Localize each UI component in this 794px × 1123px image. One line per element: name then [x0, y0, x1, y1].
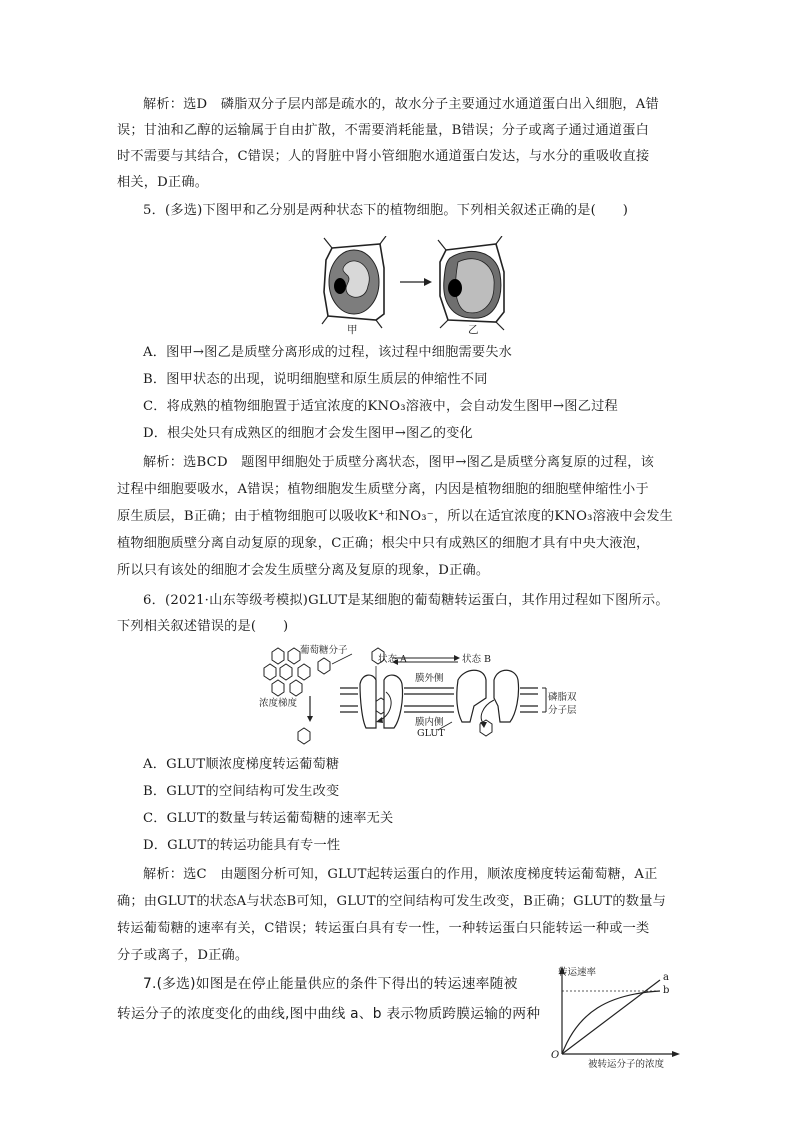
analysis-q6-line3: 转运葡萄糖的速率有关，C错误；转运蛋白具有专一性，一种转运蛋白只能转运一种或一类	[117, 921, 650, 936]
analysis-q5-line4: 植物细胞质壁分离自动复原的现象，C正确；根尖中只有成熟区的细胞才具有中央大液泡，	[117, 536, 650, 551]
cell-yi-diagram	[438, 236, 504, 330]
cell-yi-label: 乙	[468, 324, 479, 336]
question-7-stem-line1: 7.(多选)如图是在停止能量供应的条件下得出的转运速率随被	[143, 976, 518, 992]
glut-protein-state-b	[457, 670, 519, 722]
glucose-hexagon	[298, 728, 310, 744]
glucose-hexagon	[272, 648, 284, 664]
question-6-stem-line1: 6．(2021·山东等级考模拟)GLUT是某细胞的葡萄糖转运蛋白，其作用过程如下图所示。	[143, 593, 669, 608]
curve-a-label: a	[663, 972, 669, 983]
analysis-q4-line4: 相关，D正确。	[117, 175, 209, 190]
question-5-option-c: C．将成熟的植物细胞置于适宜浓度的KNO₃溶液中，会自动发生图甲→图乙过程	[143, 399, 618, 414]
glucose-hexagon	[298, 664, 310, 680]
outside-membrane-label: 膜外侧	[415, 673, 444, 684]
bilayer-label-line1: 磷脂双	[548, 692, 577, 703]
curve-origin-label: O	[551, 1050, 560, 1061]
analysis-q6-line4: 分子或离子，D正确。	[117, 948, 249, 963]
question-6-option-b: B．GLUT的空间结构可发生改变	[143, 784, 340, 799]
question-5-option-a: A．图甲→图乙是质壁分离形成的过程，该过程中细胞需要失水	[143, 345, 513, 360]
curve-b-label: b	[663, 985, 670, 996]
analysis-q4-line2: 误；甘油和乙醇的运输属于自由扩散，不需要消耗能量，B错误；分子或离子通过通道蛋白	[117, 123, 649, 138]
analysis-q5-line3: 原生质层，B正确；由于植物细胞可以吸收K⁺和NO₃⁻，所以在适宜浓度的KNO₃溶液中会发生	[117, 509, 673, 524]
analysis-q6-line2: 确；由GLUT的状态A与状态B可知，GLUT的空间结构可发生改变，B正确；GLUT的数量与	[117, 894, 666, 909]
curve-y-axis-label: 转运速率	[558, 967, 597, 978]
glucose-hexagon	[280, 664, 292, 680]
bilayer-label-line2: 分子层	[548, 705, 577, 716]
gradient-label: 浓度梯度	[259, 698, 298, 709]
state-b-label: 状态 B	[462, 654, 492, 665]
glucose-hexagon	[290, 680, 302, 696]
analysis-q5-line1: 解析：选BCD 题图甲细胞处于质壁分离状态，图甲→图乙是质壁分离复原的过程，该	[143, 455, 655, 470]
question-6-option-a: A．GLUT顺浓度梯度转运葡萄糖	[143, 757, 340, 772]
cell-jia-diagram	[322, 236, 386, 328]
glucose-hexagon	[318, 658, 330, 674]
curve-b-line	[562, 991, 660, 1054]
analysis-q5-line2: 过程中细胞要吸水，A错误；植物细胞发生质壁分离，内因是植物细胞的细胞壁伸缩性小于	[117, 482, 649, 497]
inside-membrane-label: 膜内侧	[415, 717, 444, 728]
glut-label: GLUT	[417, 728, 445, 739]
question-5-option-d: D．根尖处只有成熟区的细胞才会发生图甲→图乙的变化	[143, 426, 473, 441]
cell-jia-label: 甲	[347, 324, 358, 336]
analysis-q4-line1: 解析：选D 磷脂双分子层内部是疏水的，故水分子主要通过水通道蛋白出入细胞，A错	[143, 97, 659, 112]
glucose-hexagon	[264, 664, 276, 680]
curve-x-axis-label: 被转运分子的浓度	[588, 1059, 665, 1070]
question-6-option-d: D．GLUT的转运功能具有专一性	[143, 838, 341, 853]
state-a-label: 状态 A	[378, 654, 407, 665]
glucose-hexagon	[272, 680, 284, 696]
analysis-q6-line1: 解析：选C 由题图分析可知，GLUT起转运蛋白的作用，顺浓度梯度转运葡萄糖，A正	[143, 867, 658, 882]
question-6-stem-line2: 下列相关叙述错误的是( )	[117, 619, 289, 634]
cell-transition-arrow	[400, 278, 432, 286]
glucose-hexagon	[288, 648, 300, 664]
question-5-option-b: B．图甲状态的出现，说明细胞壁和原生质层的伸缩性不同	[143, 372, 488, 387]
analysis-q4-line3: 时不需要与其结合，C错误；人的肾脏中肾小管细胞水通道蛋白发达，与水分的重吸收直接	[117, 149, 650, 164]
question-5-stem: 5．(多选)下图甲和乙分别是两种状态下的植物细胞。下列相关叙述正确的是( )	[143, 203, 629, 218]
analysis-q5-line5: 所以只有该处的细胞才会发生质壁分离及复原的现象，D正确。	[117, 563, 490, 578]
glucose-label: 葡萄糖分子	[300, 645, 348, 656]
question-7-stem-line2: 转运分子的浓度变化的曲线,图中曲线 a、b 表示物质跨膜运输的两种	[117, 1006, 541, 1022]
question-6-option-c: C．GLUT的数量与转运葡萄糖的速率无关	[143, 811, 394, 826]
